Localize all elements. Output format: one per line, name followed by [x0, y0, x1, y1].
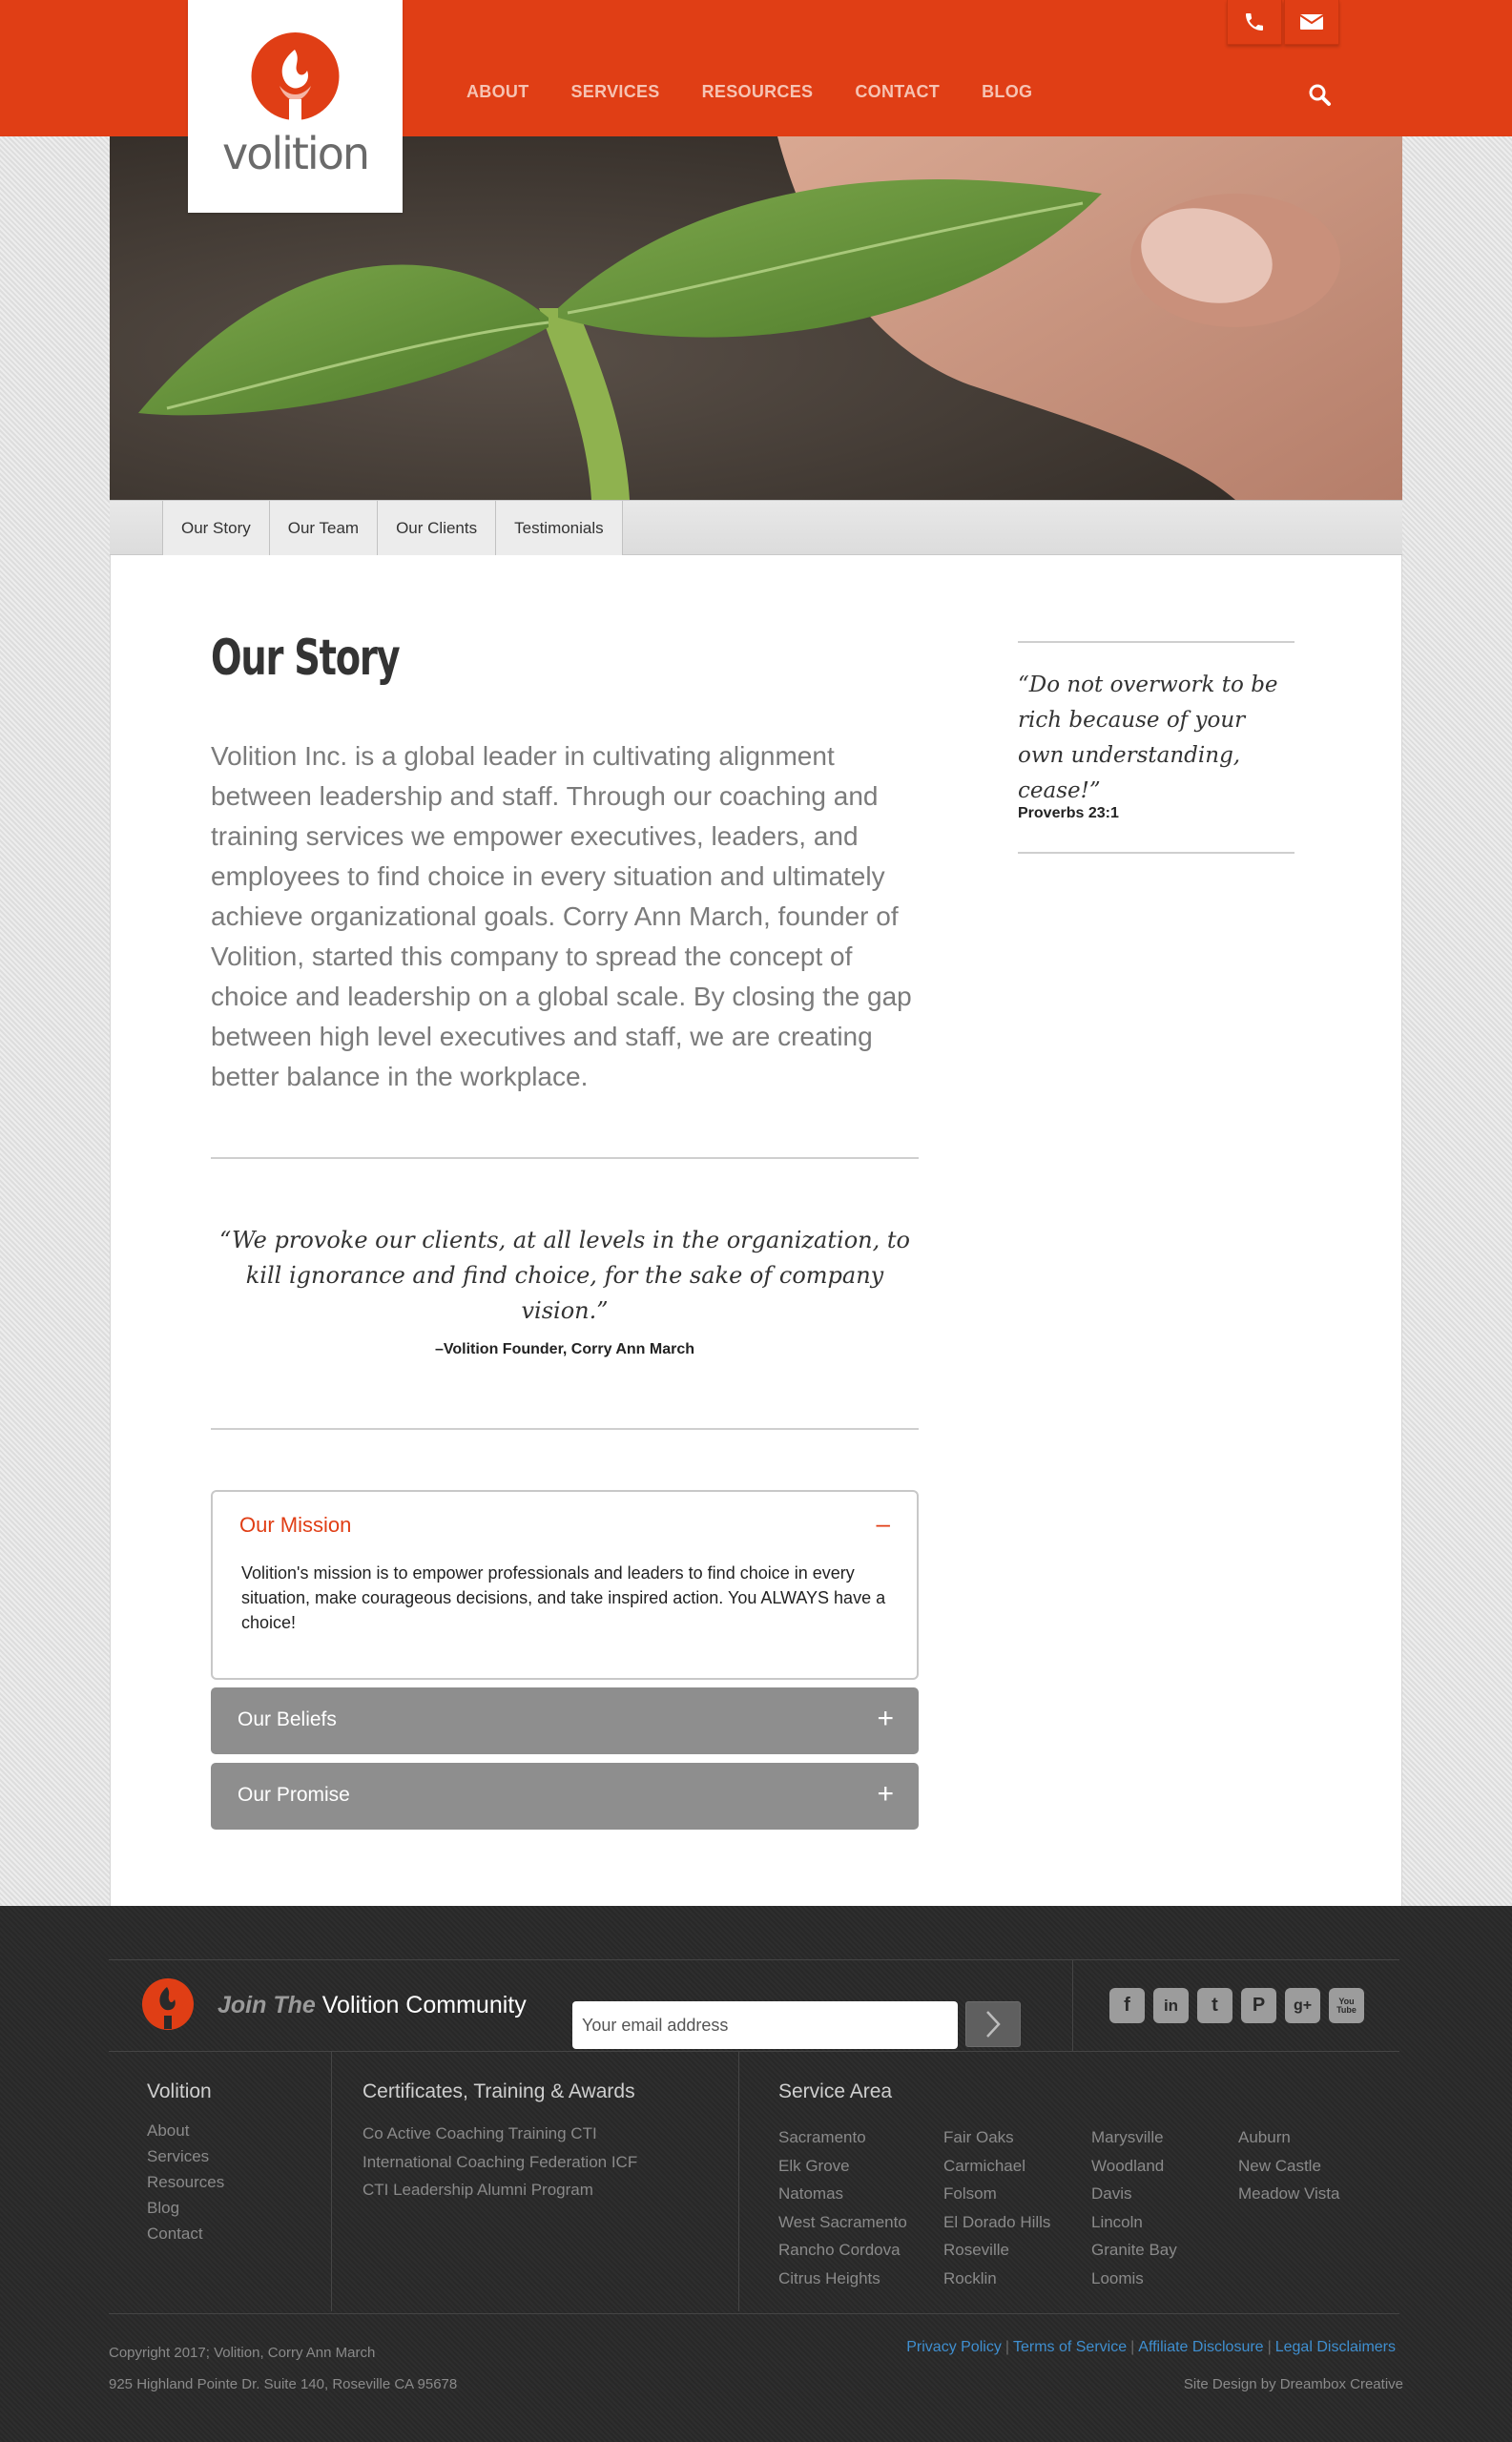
- service-area-item: Elk Grove: [778, 2156, 850, 2175]
- footer-link-contact[interactable]: Contact: [147, 2225, 203, 2243]
- page-title: Our Story: [211, 630, 400, 687]
- service-area-item: Woodland: [1091, 2156, 1165, 2175]
- founder-quote: “We provoke our clients, at all levels in the organization, to kill ignorance and find choice, for the sake of company vision.”: [219, 1227, 910, 1324]
- privacy-policy-link[interactable]: Privacy Policy: [906, 2339, 1002, 2355]
- service-area-item: Sacramento: [778, 2128, 866, 2146]
- footer-col-service-area-title: Service Area: [778, 2080, 893, 2102]
- service-area-item: Rocklin: [943, 2268, 997, 2287]
- service-area-col-2: [943, 2123, 1050, 2293]
- accordion-title[interactable]: Our Mission: [239, 1513, 352, 1537]
- newsletter-submit-button[interactable]: [965, 2001, 1021, 2047]
- service-area-item: Auburn: [1238, 2128, 1291, 2146]
- service-area-item: Carmichael: [943, 2156, 1025, 2175]
- legal-separator: |: [1267, 2339, 1272, 2355]
- subnav-our-clients[interactable]: Our Clients: [377, 501, 495, 556]
- newsletter-email-input[interactable]: [572, 2001, 958, 2049]
- phone-button[interactable]: [1227, 0, 1282, 45]
- accordion-body: Volition's mission is to empower professionals and leaders to find choice in every situation, make courageous decisions, and take inspired action. You ALWAYS have a choice!: [241, 1563, 886, 1632]
- volition-logo-icon: [251, 31, 340, 126]
- footer-col-volition-title: Volition: [147, 2080, 212, 2102]
- join-suffix: Volition Community: [321, 1992, 527, 2018]
- service-area-col-4: [1238, 2123, 1339, 2208]
- design-credit[interactable]: Site Design by Dreambox Creative: [1183, 2376, 1403, 2392]
- service-area-item: Natomas: [778, 2184, 844, 2204]
- address-text: 925 Highland Pointe Dr. Suite 140, Roseville CA 95678: [109, 2376, 458, 2392]
- subnav-our-team[interactable]: Our Team: [269, 501, 377, 556]
- footer-divider: [109, 2313, 1399, 2314]
- footer-divider: [1072, 1959, 1073, 2051]
- sub-nav: [110, 500, 1402, 555]
- terms-of-service-link[interactable]: Terms of Service: [1012, 2339, 1128, 2355]
- chevron-right-icon: [984, 2010, 1002, 2038]
- footer: [0, 1906, 1512, 2442]
- service-area-item: Citrus Heights: [778, 2268, 880, 2287]
- service-area-item: Roseville: [943, 2241, 1009, 2260]
- footer-link-about[interactable]: About: [147, 2121, 190, 2140]
- service-area-col-3: [1091, 2123, 1177, 2293]
- footer-divider: [738, 2052, 739, 2311]
- service-area-item: Fair Oaks: [943, 2128, 1014, 2146]
- nav-blog[interactable]: BLOG: [982, 82, 1033, 101]
- nav-about[interactable]: ABOUT: [466, 82, 529, 101]
- twitter-icon[interactable]: t: [1197, 1988, 1232, 2023]
- service-area-item: Loomis: [1091, 2268, 1144, 2287]
- certificate-item[interactable]: International Coaching Federation ICF: [362, 2152, 638, 2171]
- divider: [211, 1428, 919, 1430]
- subnav-our-story[interactable]: Our Story: [162, 501, 269, 556]
- service-area-item: El Dorado Hills: [943, 2212, 1051, 2231]
- main-content: [110, 555, 1402, 1906]
- join-prefix: Join The: [217, 1992, 316, 2018]
- footer-divider: [109, 2051, 1399, 2052]
- service-area-item: New Castle: [1238, 2156, 1321, 2175]
- legal-separator: |: [1130, 2339, 1135, 2355]
- service-area-item: Folsom: [943, 2184, 997, 2204]
- service-area-item: Marysville: [1091, 2128, 1164, 2146]
- footer-certificates-list: [362, 2120, 637, 2204]
- linkedin-icon[interactable]: in: [1153, 1988, 1189, 2023]
- nav-contact[interactable]: CONTACT: [855, 82, 941, 101]
- certificate-item[interactable]: CTI Leadership Alumni Program: [362, 2181, 593, 2200]
- footer-link-resources[interactable]: Resources: [147, 2173, 225, 2191]
- nav-resources[interactable]: RESOURCES: [701, 82, 814, 101]
- main-nav: [466, 82, 1074, 102]
- legal-disclaimers-link[interactable]: Legal Disclaimers: [1274, 2339, 1396, 2355]
- service-area-item: West Sacramento: [778, 2212, 907, 2231]
- service-area-col-1: [778, 2123, 907, 2293]
- copyright-block: [109, 2337, 457, 2400]
- service-area-item: Lincoln: [1091, 2212, 1143, 2231]
- pinterest-icon[interactable]: P: [1241, 1988, 1276, 2023]
- footer-divider: [109, 1959, 1399, 1960]
- footer-link-blog[interactable]: Blog: [147, 2199, 180, 2217]
- search-icon: [1307, 82, 1334, 109]
- sidebar-quote: “Do not overwork to be rich because of your own understanding, cease!”: [1018, 673, 1278, 803]
- sidebar-divider: [1018, 852, 1295, 854]
- service-area-item: Rancho Cordova: [778, 2241, 901, 2260]
- footer-link-services[interactable]: Services: [147, 2147, 210, 2165]
- expand-icon: +: [877, 1703, 894, 1734]
- search-button[interactable]: [1307, 82, 1334, 109]
- nav-services[interactable]: SERVICES: [570, 82, 660, 101]
- sidebar-quote-attribution: Proverbs 23:1: [1018, 805, 1119, 821]
- sidebar-divider: [1018, 641, 1295, 643]
- facebook-icon[interactable]: f: [1109, 1988, 1145, 2023]
- founder-quote-attribution: –Volition Founder, Corry Ann March: [434, 1341, 694, 1357]
- expand-icon: +: [877, 1778, 894, 1810]
- join-community-heading: [217, 1992, 527, 2019]
- footer-volition-links: [147, 2118, 224, 2246]
- logo[interactable]: [188, 0, 403, 213]
- collapse-icon[interactable]: –: [876, 1509, 890, 1538]
- accordion-our-beliefs[interactable]: [211, 1687, 919, 1754]
- service-area-item: Meadow Vista: [1238, 2184, 1340, 2204]
- volition-flame-icon: [141, 1976, 195, 2031]
- accordion-title: Our Promise: [238, 1784, 350, 1806]
- logo-text: volition: [221, 128, 369, 179]
- legal-links: [906, 2339, 1396, 2356]
- legal-separator: |: [1005, 2339, 1009, 2355]
- google-plus-icon[interactable]: g+: [1285, 1988, 1320, 2023]
- subnav-testimonials[interactable]: Testimonials: [495, 501, 623, 556]
- phone-icon: [1243, 10, 1266, 33]
- accordion-our-mission: [211, 1490, 919, 1680]
- social-links: [1109, 1988, 1364, 2023]
- certificate-item[interactable]: Co Active Coaching Training CTI: [362, 2124, 597, 2142]
- footer-col-certificates-title: Certificates, Training & Awards: [362, 2080, 635, 2102]
- accordion-our-promise[interactable]: [211, 1763, 919, 1830]
- divider: [211, 1157, 919, 1159]
- affiliate-disclosure-link[interactable]: Affiliate Disclosure: [1138, 2339, 1264, 2355]
- youtube-icon[interactable]: You Tube: [1329, 1988, 1364, 2023]
- mail-icon: [1299, 12, 1324, 31]
- accordion-title: Our Beliefs: [238, 1708, 337, 1730]
- copyright-text: Copyright 2017; Volition, Corry Ann March: [109, 2345, 376, 2361]
- service-area-item: Granite Bay: [1091, 2241, 1177, 2260]
- service-area-item: Davis: [1091, 2184, 1132, 2204]
- footer-divider: [331, 2052, 332, 2311]
- email-button[interactable]: [1284, 0, 1339, 45]
- intro-text: Volition Inc. is a global leader in cultivating alignment between leadership and staff. Through our coaching and training services we empower executives, leaders, and employees to find choice in every situation and ultimately achieve organizational goals. Corry Ann March, founder of Volition, started this company to spread the concept of choice and leadership on a global scale. By closing the gap between high level executives and staff, we are creating better balance in the workplace.: [211, 741, 912, 1091]
